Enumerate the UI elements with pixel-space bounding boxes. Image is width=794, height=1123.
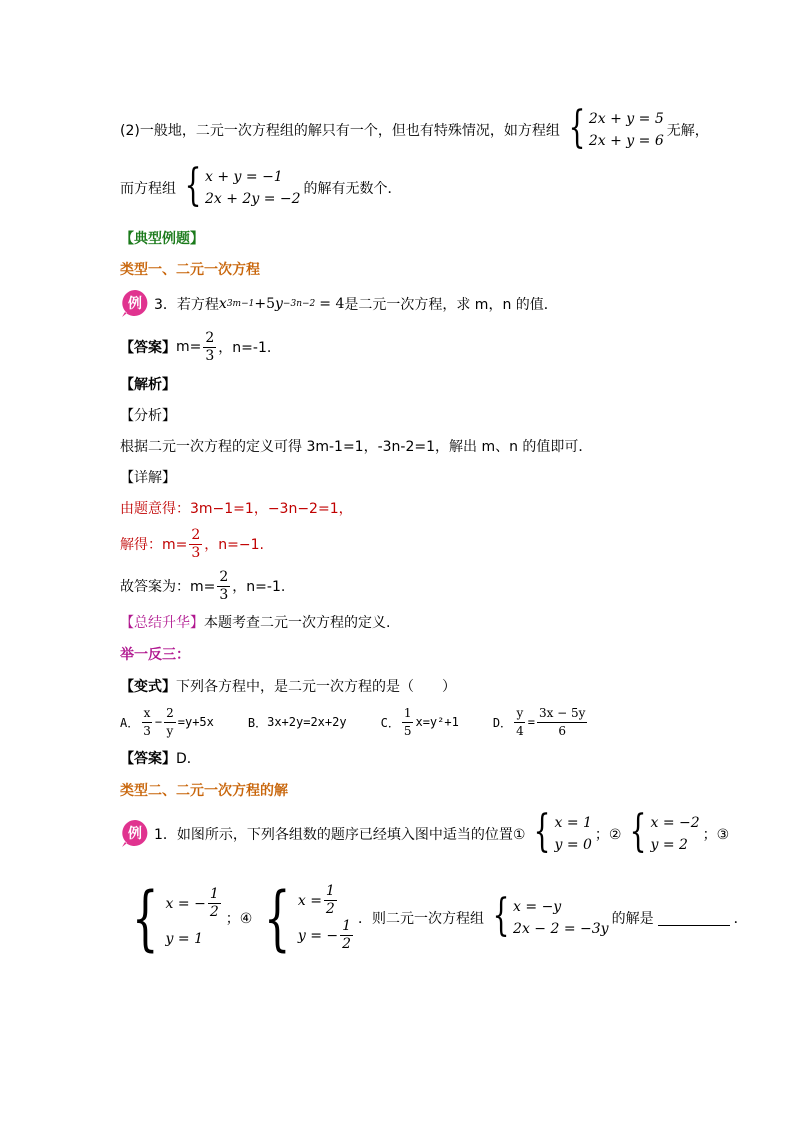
answer-2-text: D． [176, 751, 201, 767]
system-row: x = −2 [650, 815, 700, 831]
detail-2-a: 解得：m= [120, 537, 188, 553]
variant-question [120, 676, 456, 696]
option-c-rest: x=y²+1 [415, 715, 459, 729]
brace-icon: { [131, 877, 159, 959]
detail-line-1: 由题意得：3m−1=1，−3n−2=1， [120, 501, 353, 517]
example-3-text-a: 3．若方程 [154, 297, 219, 313]
fraction-num: 2 [191, 526, 201, 543]
fraction [402, 705, 414, 740]
fraction [514, 705, 526, 740]
fraction-den: 6 [558, 723, 566, 738]
detail-line-3 [120, 566, 285, 606]
system-row: y = 0 [554, 837, 592, 853]
brace-icon: { [264, 877, 291, 959]
heading-fenxi: 【分析】 [120, 408, 176, 424]
fraction-num: 2 [219, 568, 229, 585]
fraction-num: 2 [205, 329, 215, 346]
option-a-rest: =y+5x [177, 715, 214, 729]
para-2-text-d: 的解有无数个． [303, 181, 402, 197]
equation-system-target [487, 890, 609, 941]
option-b-text: 3x+2y=2x+2y [267, 715, 347, 729]
answer-1 [120, 327, 271, 367]
fraction-den: 2 [325, 901, 335, 917]
para-2-text-c: 而方程组 [120, 181, 176, 197]
exponent-2: −3n−2 [282, 299, 316, 309]
minus-sign: − [154, 715, 163, 729]
solution-2 [624, 806, 700, 857]
system-row: y = 1 [165, 930, 203, 947]
detail-3-b: ，n=-1. [232, 579, 286, 595]
answer-1-n: ，n=-1. [218, 340, 272, 356]
example-1-end-text: 的解是 [611, 911, 654, 927]
answer-blank[interactable] [658, 911, 730, 926]
summary-text: 本题考查二元一次方程的定义. [204, 615, 391, 631]
system-row: y = 2 [650, 837, 688, 853]
heading-typical-examples: 【典型例题】 [120, 231, 204, 247]
heading-type-2: 类型二、二元一次方程的解 [120, 783, 288, 799]
system-row: 2x + 2y = −2 [205, 191, 301, 207]
fraction-den: 3 [143, 723, 151, 738]
para-2-text-b: 无解， [666, 123, 709, 139]
fraction-den: y [166, 723, 174, 738]
para-2-text-a: (2)一般地，二元一次方程组的解只有一个，但也有特殊情况，如方程组 [120, 123, 560, 139]
brace-icon: { [184, 160, 202, 211]
example-1-line-2 [120, 877, 748, 959]
answer-label: 【答案】 [120, 751, 176, 767]
option-c-label: C． [380, 715, 400, 730]
example-1-text: 1．如图所示，下列各组数的题序已经填入图中适当的位置① [154, 827, 526, 843]
equation-system-no-solution [563, 102, 664, 153]
solution-4 [255, 877, 355, 959]
var-x: x [218, 296, 227, 312]
detail-2-b: ，n=−1. [204, 537, 264, 553]
exponent-1: 3m−1 [226, 299, 255, 309]
period: ． [733, 911, 748, 927]
example-badge-icon [120, 288, 150, 318]
var-y: y [275, 296, 283, 312]
heading-practice: 举一反三： [120, 647, 190, 663]
fraction-num: 3x − 5y [537, 705, 588, 723]
row-text: y = − [297, 927, 339, 944]
separator: ；③ [702, 827, 730, 843]
example-1-line-1 [154, 806, 730, 857]
fraction-den: 2 [209, 904, 219, 921]
option-b [248, 714, 347, 731]
detail-line-2 [120, 524, 264, 564]
para-2-line-1 [120, 102, 709, 153]
system-row: x = 1 [554, 815, 592, 831]
option-d [493, 705, 590, 740]
equals-sign: = [527, 715, 535, 729]
brace-icon: { [492, 890, 510, 941]
fraction [537, 705, 588, 740]
fraction [141, 705, 153, 740]
system-row: x = −y [513, 899, 562, 915]
brace-icon: { [630, 806, 647, 857]
solution-3 [123, 877, 223, 959]
option-c [381, 705, 459, 740]
example-1-mid-text: ．则二元一次方程组 [358, 911, 485, 927]
system-row [298, 918, 355, 953]
answer-2 [120, 748, 201, 768]
fraction [340, 918, 353, 953]
fraction [217, 569, 230, 604]
plus-5: +5 [254, 296, 275, 312]
heading-detail: 【详解】 [120, 470, 176, 486]
badge-label: 例 [128, 826, 142, 842]
system-row: 2x + y = 6 [588, 133, 664, 149]
brace-icon: { [568, 102, 586, 153]
fraction-num: x [142, 705, 153, 723]
fenxi-text: 根据二元一次方程的定义可得 3m-1=1，-3n-2=1，解出 m、n 的值即可． [120, 439, 593, 455]
equation-system-infinite [179, 160, 301, 211]
heading-type-1: 类型一、二元一次方程 [120, 262, 260, 278]
fraction-den: 3 [205, 347, 215, 364]
option-a-label: A． [120, 715, 140, 730]
fraction-num: y [514, 705, 525, 723]
summary [120, 612, 390, 632]
heading-analysis: 【解析】 [120, 377, 176, 393]
fraction-num: 1 [325, 883, 335, 899]
badge-label: 例 [128, 296, 142, 312]
row-text: x = [297, 892, 322, 909]
separator: ；② [594, 827, 622, 843]
example-badge-icon [120, 818, 150, 848]
solution-1 [528, 806, 592, 857]
system-row: 2x + y = 5 [588, 111, 664, 127]
option-b-label: B． [247, 715, 268, 730]
brace-icon: { [534, 806, 551, 857]
example-3 [154, 294, 558, 314]
option-d-label: D． [492, 715, 513, 730]
row-text: x = − [165, 895, 206, 912]
fraction-den: 4 [516, 723, 524, 738]
fraction [164, 705, 176, 740]
fraction-num: 2 [164, 705, 176, 723]
fraction-den: 3 [191, 544, 201, 561]
para-2-line-2 [120, 160, 402, 211]
options-row [120, 702, 623, 742]
system-row: x + y = −1 [205, 169, 283, 185]
fraction-den: 2 [342, 936, 352, 952]
variant-label: 【变式】 [120, 679, 176, 695]
fraction [208, 886, 221, 921]
variant-text: 下列各方程中，是二元一次方程的是（ ） [176, 679, 456, 695]
example-3-text-b: 是二元一次方程，求 m，n 的值． [344, 297, 558, 313]
answer-label: 【答案】 [120, 340, 176, 356]
system-row [166, 886, 223, 921]
system-row [298, 883, 355, 918]
summary-label: 【总结升华】 [120, 615, 204, 631]
fraction-num: 1 [209, 886, 219, 903]
option-a [120, 705, 214, 740]
separator: ；④ [225, 911, 253, 927]
fraction [203, 330, 216, 365]
fraction [189, 527, 202, 562]
fraction-den: 5 [403, 723, 412, 738]
fraction-den: 3 [219, 586, 229, 603]
system-row: 2x − 2 = −3y [513, 921, 609, 937]
answer-1-m: m= [176, 339, 202, 355]
fraction-num: 1 [402, 705, 414, 723]
detail-3-a: 故答案为：m= [120, 579, 216, 595]
equals-4: = 4 [319, 296, 345, 312]
fraction-num: 1 [342, 918, 352, 934]
fraction [324, 883, 337, 918]
